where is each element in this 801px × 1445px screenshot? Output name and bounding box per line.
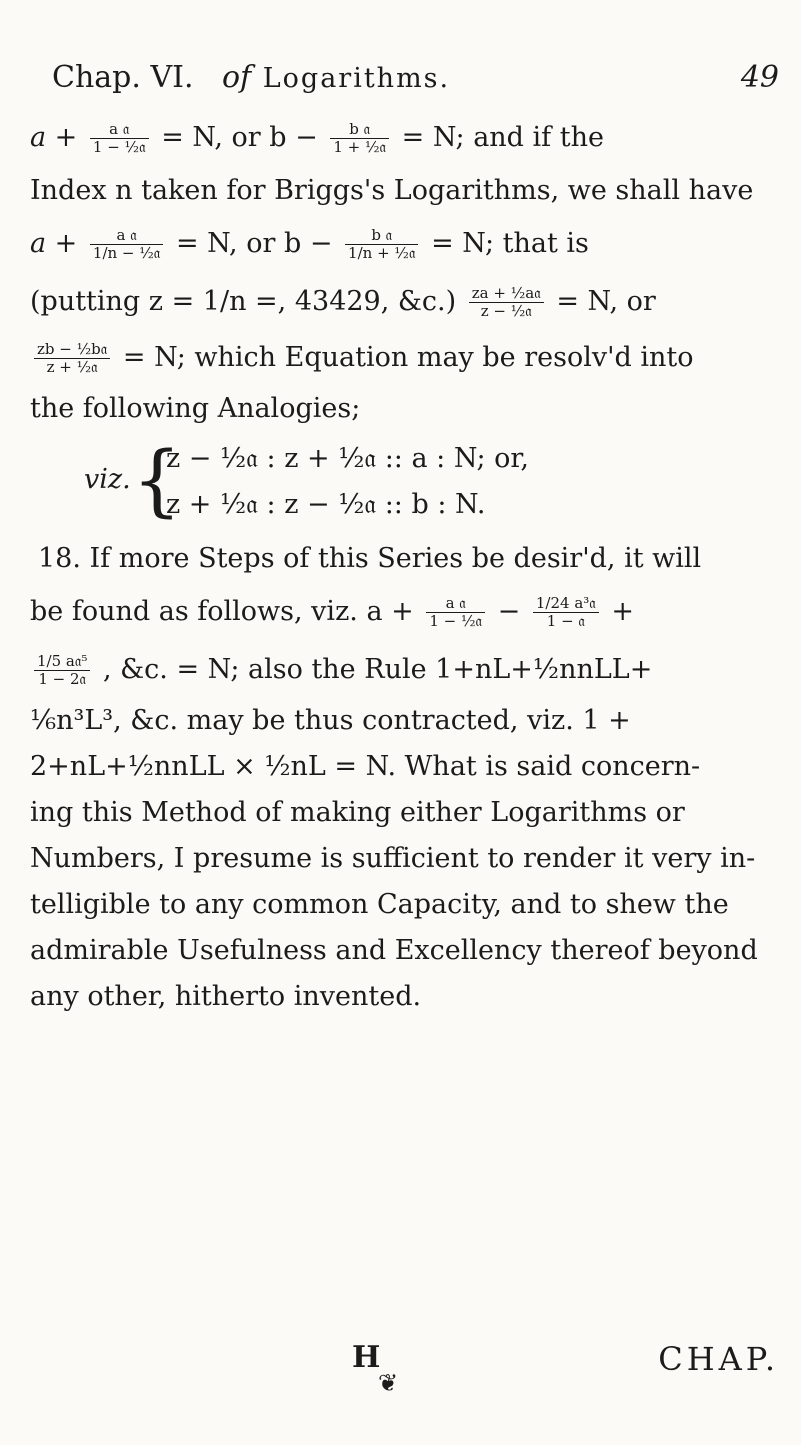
text-line-15: Numbers, I presume is sufficient to render it very in- <box>30 843 756 874</box>
running-header <box>52 60 779 106</box>
expr-a: a + <box>30 228 78 259</box>
text-line-12: ⅙n³L³, &c. may be thus contracted, viz. 1 + <box>30 705 631 736</box>
fraction <box>426 595 485 630</box>
denominator: 1 + ½𝔞 <box>333 138 387 156</box>
text-line-16: telligible to any common Capacity, and to shew the <box>30 889 729 920</box>
text-line-5 <box>30 330 782 386</box>
body-text <box>30 108 782 1020</box>
analogy-2: z + ½𝔞 : z − ½𝔞 :: b : N. <box>166 489 486 520</box>
expr-a: (putting z = 1/n =, 43429, &c.) <box>30 286 457 317</box>
viz-label: viz. <box>84 464 131 495</box>
ornament-icon: ❦ <box>377 1369 399 1397</box>
numerator: a 𝔞 <box>426 595 485 613</box>
expr-minus: − <box>497 596 521 627</box>
chapter-label: Chap. VI. <box>52 60 194 95</box>
signature-mark: H <box>352 1340 381 1375</box>
denominator: 1 − 2𝔞 <box>38 670 87 688</box>
numerator: 1/5 a𝔞⁵ <box>34 653 90 671</box>
denominator: z + ½𝔞 <box>46 358 98 376</box>
expr-b: , &c. = N; also the Rule 1+nL+½nnLL+ <box>102 654 653 685</box>
denominator: 1 − ½𝔞 <box>92 138 146 156</box>
fraction <box>34 341 110 376</box>
text-line-1 <box>30 108 782 168</box>
text-line-4 <box>30 274 782 330</box>
fraction <box>345 227 418 262</box>
expr-b: = N, or b − <box>175 228 333 259</box>
analogy-1: z − ½𝔞 : z + ½𝔞 :: a : N; or, <box>166 443 529 474</box>
numerator: 1/24 a³𝔞 <box>533 595 599 613</box>
denominator: z − ½𝔞 <box>480 302 532 320</box>
fraction <box>533 595 599 630</box>
text-line-18: any other, hitherto invented. <box>30 981 422 1012</box>
text-line-14: ing this Method of making either Logarithms or <box>30 797 685 828</box>
numerator: b 𝔞 <box>345 227 418 245</box>
denominator: 1 − 𝔞 <box>546 612 585 630</box>
expr-plus: + <box>611 596 635 627</box>
running-title-text: Logarithms. <box>262 63 451 94</box>
text-line-9: 18. If more Steps of this Series be desir'd, it will <box>38 543 702 574</box>
text-line-13: 2+nL+½nnLL × ½nL = N. What is said concern- <box>30 751 701 782</box>
numerator: a 𝔞 <box>90 121 149 139</box>
text-line-10 <box>30 582 782 642</box>
text-line-2: Index n taken for Briggs's Logarithms, we shall have <box>30 175 754 206</box>
expr-b: = N, or <box>556 286 656 317</box>
expr-a: be found as follows, viz. a + <box>30 596 414 627</box>
expr-a: a + <box>30 122 78 153</box>
fraction <box>90 227 163 262</box>
text-line-11 <box>30 642 782 698</box>
text-line-17: admirable Usefulness and Excellency thereof beyond <box>30 935 758 966</box>
fraction <box>330 121 389 156</box>
expr-b: = N; which Equation may be resolv'd into <box>122 342 694 373</box>
numerator: b 𝔞 <box>330 121 389 139</box>
left-brace: { <box>132 436 182 526</box>
page-footer <box>352 1340 779 1400</box>
text-line-6: the following Analogies; <box>30 393 361 424</box>
fraction <box>469 285 544 320</box>
catchword: CHAP. <box>658 1340 779 1378</box>
text-line-3 <box>30 214 782 274</box>
running-title <box>222 60 450 95</box>
denominator: 1 − ½𝔞 <box>429 612 483 630</box>
page-number: 49 <box>740 60 779 95</box>
numerator: a 𝔞 <box>90 227 163 245</box>
denominator: 1/n + ½𝔞 <box>348 244 416 262</box>
numerator: zb − ½b𝔞 <box>34 341 110 359</box>
fraction <box>34 653 90 688</box>
running-title-of: of <box>222 60 252 95</box>
expr-c: = N; and if the <box>401 122 604 153</box>
numerator: za + ½a𝔞 <box>469 285 544 303</box>
expr-b: = N, or b − <box>161 122 318 153</box>
fraction <box>90 121 149 156</box>
denominator: 1/n − ½𝔞 <box>92 244 161 262</box>
expr-c: = N; that is <box>431 228 589 259</box>
analogies-block <box>30 432 782 536</box>
